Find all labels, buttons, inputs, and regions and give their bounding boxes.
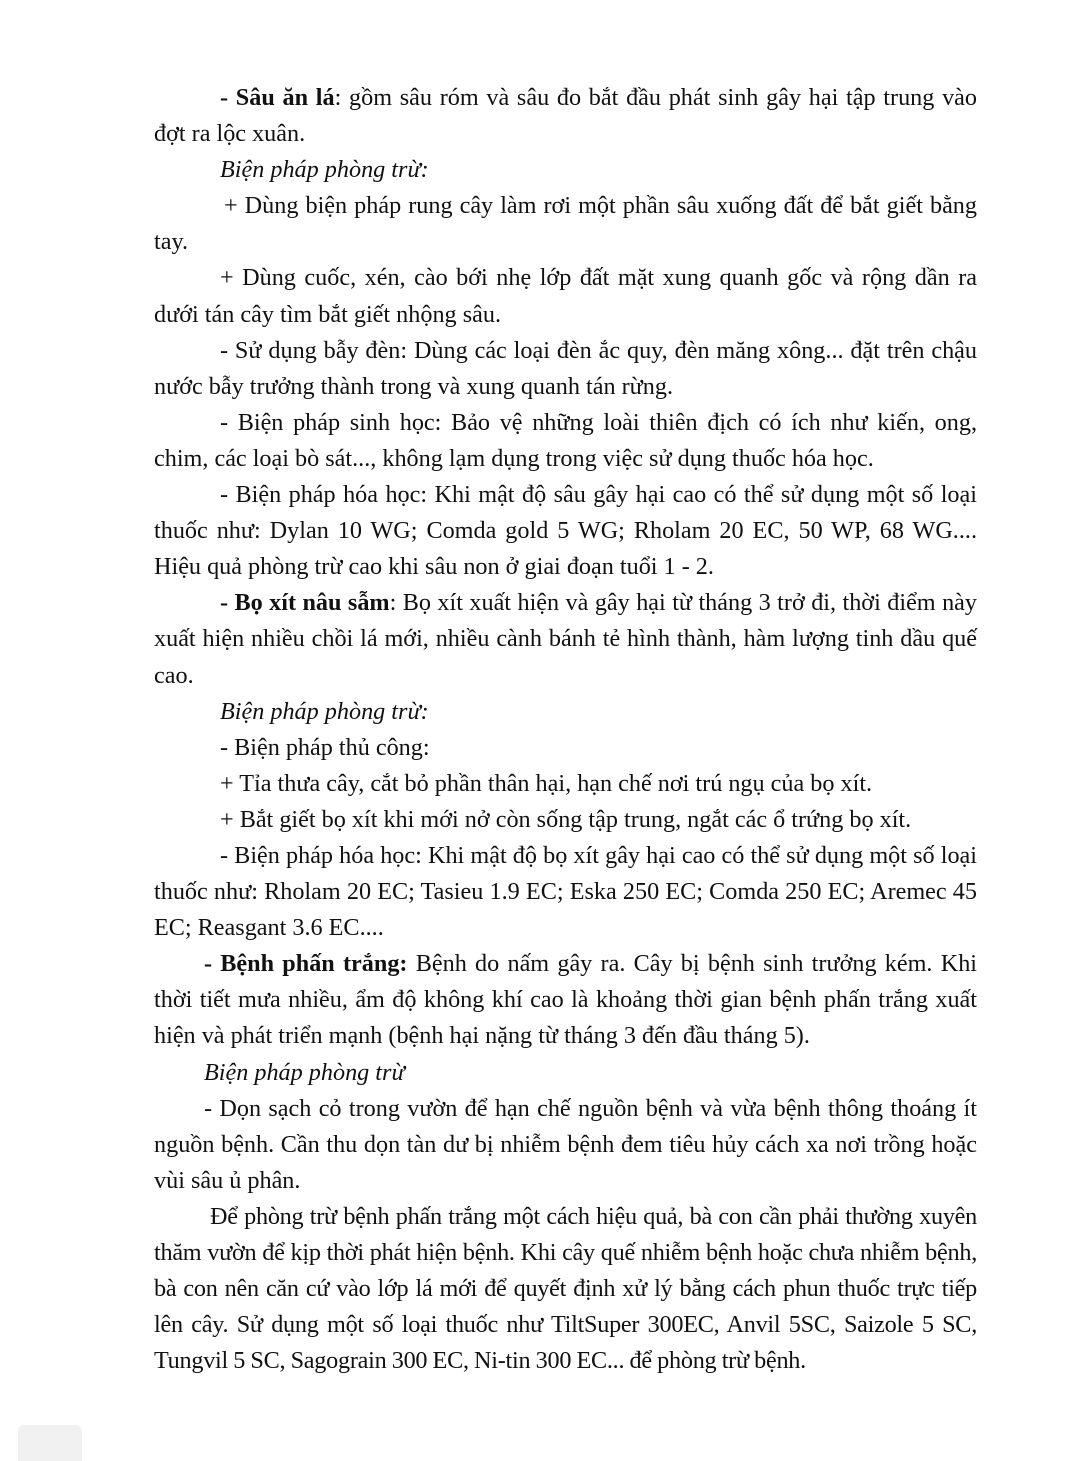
paragraph-catch-bugs: + Bắt giết bọ xít khi mới nở còn sống tập trung, ngắt các ổ trứng bọ xít. <box>220 805 912 833</box>
document-page <box>154 80 977 1379</box>
paragraph-powdery-mildew <box>154 946 977 1054</box>
paragraph-leaf-caterpillar <box>154 80 977 152</box>
subheading-control-2: Biện pháp phòng trừ: <box>220 697 429 725</box>
page-corner-tab <box>18 1425 82 1461</box>
heading-leaf-caterpillar: - Sâu ăn lá <box>220 84 335 111</box>
subheading-control-1: Biện pháp phòng trừ: <box>220 156 429 184</box>
text-brown-bug: : Bọ xít xuất hiện và gây hại từ tháng 3 trở đi, thời điểm này xuất hiện nhiều chồi lá mới, nhiều cành bánh tẻ hình thành, hàm lượng tinh dầu quế cao. <box>154 589 977 689</box>
paragraph-chemical-2: - Biện pháp hóa học: Khi mật độ bọ xít gây hại cao có thể sử dụng một số loại thuốc như: Rholam 20 EC; Tasieu 1.9 EC; Eska 250 EC; Comda 250 EC; Aremec 45 EC; Reasgant 3.6 EC.... <box>154 841 977 942</box>
paragraph-hoe-soil: + Dùng cuốc, xén, cào bới nhẹ lớp đất mặt xung quanh gốc và rộng dần ra dưới tán cây tìm bắt giết nhộng sâu. <box>154 264 977 328</box>
text-powdery-mildew: Bệnh do nấm gây ra. Cây bị bệnh sinh trưởng kém. Khi thời tiết mưa nhiều, ẩm độ không khí cao là khoảng thời gian bệnh phấn trắng xuất hiện và phát triển mạnh (bệnh hại nặng từ tháng 3 đến đầu tháng 5). <box>154 950 978 1050</box>
heading-brown-bug: - Bọ xít nâu sẫm <box>220 589 390 617</box>
paragraph-prevention: Để phòng trừ bệnh phấn trắng một cách hiệu quả, bà con cần phải thường xuyên thăm vườn để kịp thời phát hiện bệnh. Khi cây quế nhiễm bệnh hoặc chưa nhiễm bệnh, bà con nên căn cứ vào lớp lá mới để quyết định xử lý bằng cách phun thuốc trực tiếp lên cây. Sử dụng một số loại thuốc như TiltSuper 300EC, Anvil 5SC, Saizole 5 SC, Tungvil 5 SC, Sagograin 300 EC, Ni-tin 300 EC... để phòng trừ bệnh. <box>154 1202 977 1375</box>
paragraph-chemical-1: - Biện pháp hóa học: Khi mật độ sâu gây hại cao có thể sử dụng một số loại thuốc như: Dylan 10 WG; Comda gold 5 WG; Rholam 20 EC, 50 WP, 68 WG.... Hiệu quả phòng trừ cao khi sâu non ở giai đoạn tuổi 1 - 2. <box>154 481 977 581</box>
heading-powdery-mildew: - Bệnh phấn trắng: <box>204 950 408 978</box>
paragraph-shake-tree: + Dùng biện pháp rung cây làm rơi một phần sâu xuống đất để bắt giết bằng tay. <box>154 192 977 256</box>
paragraph-light-trap: - Sử dụng bẫy đèn: Dùng các loại đèn ắc quy, đèn măng xông... đặt trên chậu nước bẫy trưởng thành trong và xung quanh tán rừng. <box>154 336 977 400</box>
paragraph-biological: - Biện pháp sinh học: Bảo vệ những loài thiên địch có ích như kiến, ong, chim, các loại bò sát..., không lạm dụng trong việc sử dụng thuốc hóa học. <box>154 408 977 472</box>
paragraph-prune: + Tỉa thưa cây, cắt bỏ phần thân hại, hạn chế nơi trú ngụ của bọ xít. <box>220 769 873 797</box>
text-leaf-caterpillar: : gồm sâu róm và sâu đo bắt đầu phát sinh gây hại tập trung vào đợt ra lộc xuân. <box>154 84 977 148</box>
subheading-control-3: Biện pháp phòng trừ <box>204 1058 405 1086</box>
paragraph-manual: - Biện pháp thủ công: <box>220 733 430 761</box>
paragraph-clean-weeds: - Dọn sạch cỏ trong vườn để hạn chế nguồn bệnh và vừa bệnh thông thoáng ít nguồn bệnh. Cần thu dọn tàn dư bị nhiễm bệnh đem tiêu hủy cách xa nơi trồng hoặc vùi sâu ủ phân. <box>154 1094 977 1194</box>
paragraph-brown-bug <box>154 585 977 693</box>
